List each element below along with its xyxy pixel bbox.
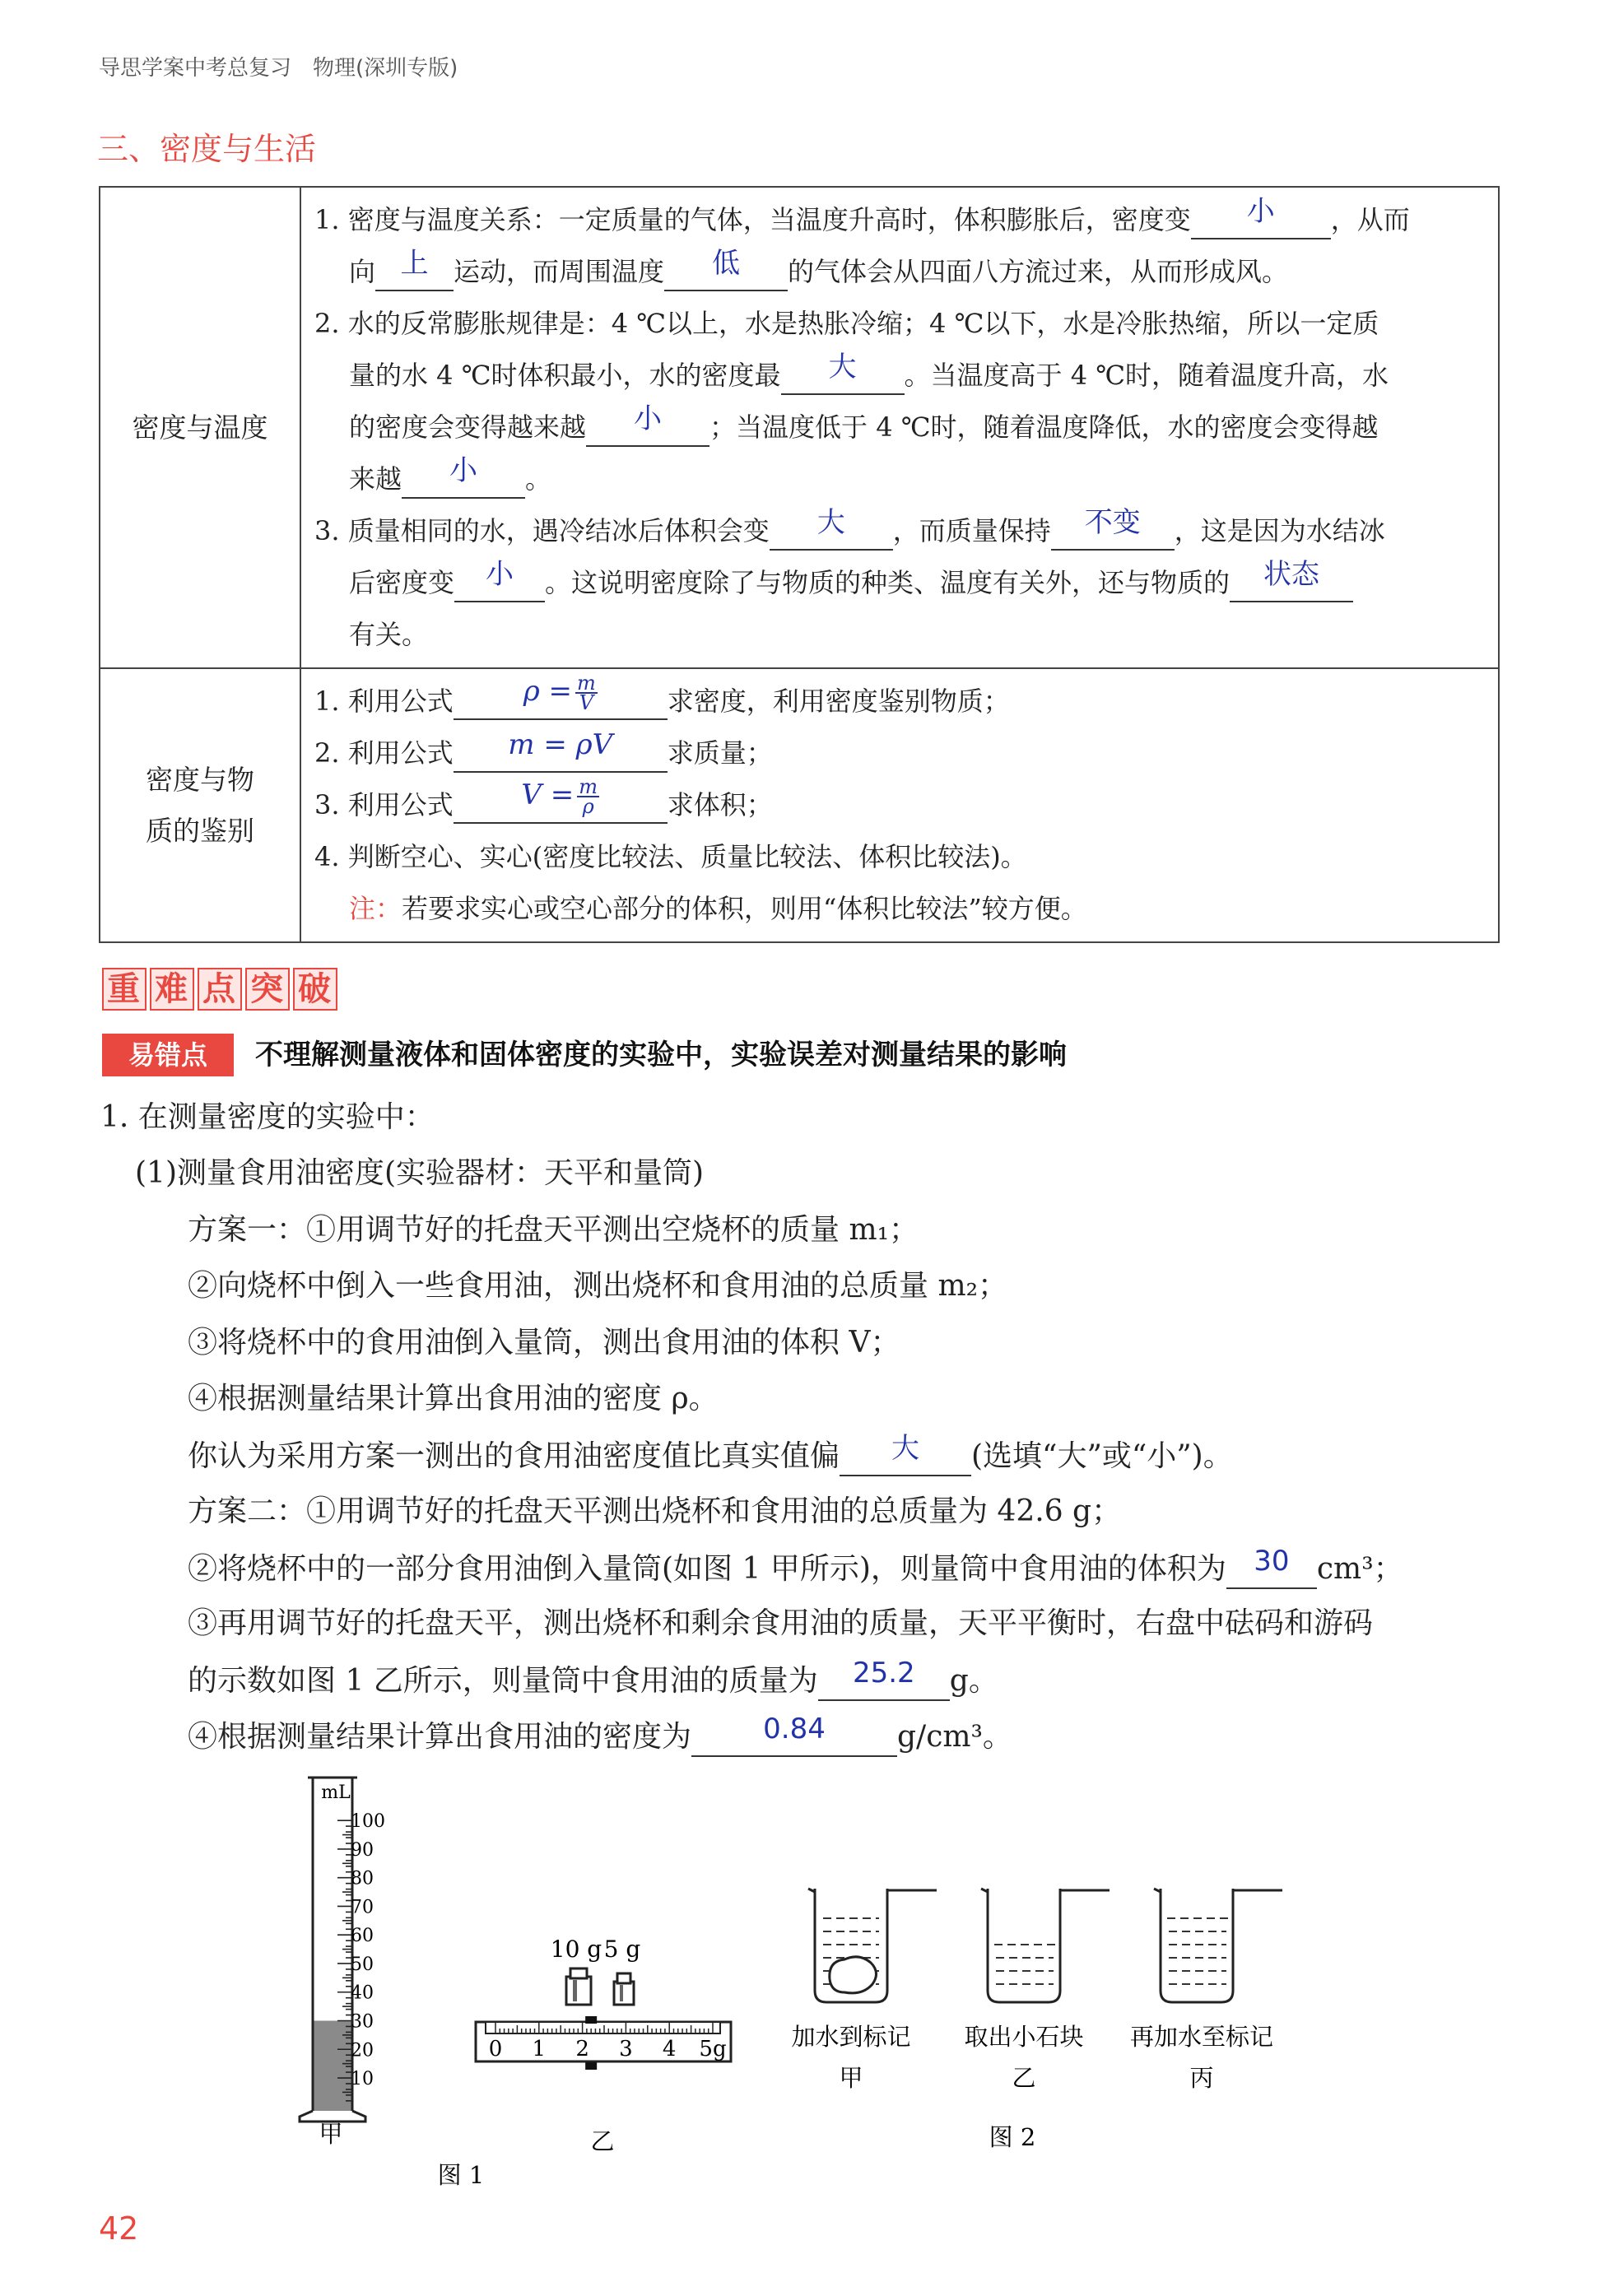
plan2-step2 (188, 1545, 1403, 1589)
label-line: 质的鉴别 (146, 814, 254, 847)
weight-label: 5 g (603, 1936, 641, 1963)
answer-blank (454, 558, 545, 602)
graduated-cylinder (300, 1778, 385, 2122)
text-line (314, 194, 1486, 246)
text: 1. 密度与温度关系：一定质量的气体，当温度升高时，体积膨胀后，密度变 (314, 204, 1191, 235)
text: 求质量； (667, 737, 773, 769)
formula-mass: m = ρV (508, 728, 613, 761)
formula-blank (454, 728, 668, 773)
text: g。 (949, 1664, 998, 1698)
text-line: 4. 判断空心、实心(密度比较法、质量比较法、体积比较法)。 (314, 841, 1027, 872)
answer-blank (1226, 1545, 1317, 1589)
answer: 小 (634, 402, 663, 435)
water (1167, 1918, 1228, 1984)
knowledge-table (99, 186, 1500, 943)
step-sub: 乙 (1012, 2064, 1036, 2092)
figure-1 (296, 1761, 757, 2189)
text-line (314, 727, 1486, 779)
answer: 大 (828, 351, 857, 383)
weight-shade (620, 1985, 623, 2001)
plan1-step3: ③将烧杯中的食用油倒入量筒，测出食用油的体积 V； (188, 1326, 900, 1359)
stone (830, 1957, 877, 1993)
text-line (314, 505, 1486, 557)
answer-blank (1191, 195, 1331, 239)
weight-10g (566, 1977, 591, 2005)
cylinder-tick-label: 100 (351, 1811, 385, 1833)
cylinder-tick-label: 50 (351, 1954, 374, 1975)
answer-blank (691, 1713, 897, 1757)
answer-blank (1230, 558, 1353, 602)
heading-char: 难 (150, 968, 194, 1011)
weight-5g (614, 1982, 634, 2005)
text-line (314, 246, 1486, 298)
denominator: V (579, 691, 594, 714)
text-line (314, 453, 1486, 505)
note-label: 注： (349, 893, 402, 924)
cylinder-tick-label: 70 (351, 1897, 374, 1918)
formula-blank (454, 775, 668, 824)
plan2-step4 (188, 1713, 1012, 1757)
figure-1-caption: 图 1 (437, 2161, 485, 2189)
answer: 30 (1254, 1545, 1290, 1578)
label-line: 密度与物 (146, 763, 254, 796)
answer: 大 (891, 1432, 920, 1465)
text-line (314, 672, 1486, 727)
page-number: 42 (99, 2210, 139, 2247)
text-line: 有关。 (349, 619, 429, 650)
text-line: 2. 水的反常膨胀规律是：4 ℃以上，水是热胀冷缩；4 ℃以下，水是冷胀热缩，所以一定质 (314, 308, 1379, 339)
beam-scale (476, 2016, 731, 2070)
rider (585, 2062, 597, 2070)
answer-blank (375, 247, 454, 291)
formula-text: V = (521, 779, 575, 811)
text: 2. 利用公式 (314, 737, 454, 769)
scale-label: 3 (619, 2037, 633, 2061)
weight-5g-top (617, 1973, 630, 1983)
step-sub: 甲 (839, 2064, 863, 2092)
numerator: m (576, 672, 596, 695)
answer: 小 (486, 558, 514, 591)
beaker-mark (808, 1889, 937, 1892)
plan1-step2: ②向烧杯中倒入一些食用油，测出烧杯和食用油的总质量 m₂； (188, 1269, 1008, 1303)
plan1-step1: 方案一：①用调节好的托盘天平测出空烧杯的质量 m₁； (188, 1213, 919, 1247)
text: 的示数如图 1 乙所示，则量筒中食用油的质量为 (188, 1664, 818, 1698)
running-header (99, 51, 479, 81)
text: ；当温度低于 4 ℃时，随着温度降低，水的密度会变得越 (709, 411, 1379, 443)
plan2-step3-cont (188, 1657, 998, 1701)
text: ，从而 (1330, 204, 1410, 235)
part-1-title: (1)测量食用油密度(实验器材：天平和量筒) (135, 1156, 705, 1190)
cylinder-tick-label: 40 (351, 1982, 374, 2004)
question-1: 1. 在测量密度的实验中： (100, 1100, 435, 1134)
text: 运动，而周围温度 (454, 256, 665, 287)
step-label: 取出小石块 (964, 2023, 1084, 2051)
text: 。 (525, 463, 552, 495)
text-line (314, 775, 1486, 831)
answer-blank (781, 351, 905, 395)
fraction (575, 674, 598, 712)
cylinder-tick-label: 80 (351, 1868, 374, 1889)
answer: 不变 (1084, 506, 1141, 539)
answer-blank (664, 247, 788, 291)
mistake-tag: 易错点 (102, 1034, 234, 1076)
scale-label: 1 (532, 2037, 547, 2061)
answer: 大 (816, 506, 845, 539)
text: 。这说明密度除了与物质的种类、温度有关外，还与物质的 (545, 567, 1230, 598)
text: 的密度会变得越来越 (349, 411, 587, 443)
plan2-step3: ③再用调节好的托盘天平，测出烧杯和剩余食用油的质量，天平平衡时，右盘中砝码和游码 (188, 1606, 1374, 1640)
heading-char: 突 (245, 968, 290, 1011)
beaker-mark (981, 1889, 1110, 1892)
text: 3. 利用公式 (314, 789, 454, 820)
answer: 0.84 (763, 1713, 826, 1745)
text: 求体积； (667, 789, 773, 820)
note-text: 若要求实心或空心部分的体积，则用“体积比较法”较方便。 (402, 893, 1087, 924)
text: 向 (349, 256, 376, 287)
answer: 小 (1246, 195, 1275, 228)
book-title: 导思学案中考总复习 (99, 56, 292, 81)
numerator: m (579, 775, 598, 798)
beaker-mark (1154, 1889, 1282, 1892)
weight-label: 10 g (550, 1936, 602, 1963)
plan1-step4: ④根据测量结果计算出食用油的密度 ρ。 (188, 1382, 719, 1415)
answer: 上 (400, 247, 429, 280)
text: 求密度，利用密度鉴别物质； (667, 686, 1010, 717)
subject-title: 物理(深圳专版) (313, 56, 458, 81)
cylinder-tick-label: 20 (351, 2040, 374, 2061)
scale-label: 5g (699, 2037, 727, 2061)
mistake-title: 不理解测量液体和固体密度的实验中，实验误差对测量结果的影响 (255, 1039, 1067, 1071)
plan1-question (188, 1432, 1233, 1476)
beaker-c (1154, 1889, 1282, 2002)
text-line (314, 350, 1486, 402)
answer-blank (840, 1432, 971, 1476)
formula-blank (454, 672, 668, 720)
note-line (314, 883, 1486, 935)
text: 你认为采用方案一测出的食用油密度值比真实值偏 (188, 1439, 840, 1473)
answer: 25.2 (852, 1657, 915, 1689)
scale-label: 0 (488, 2037, 503, 2061)
beaker-a (808, 1889, 937, 2002)
text-line (314, 557, 1486, 609)
heading-char: 重 (102, 968, 147, 1011)
beaker-b (981, 1889, 1110, 2002)
row-label-density-temperature: 密度与温度 (100, 187, 300, 668)
text: (选填“大”或“小”)。 (971, 1439, 1233, 1473)
scale-label: 2 (575, 2037, 589, 2061)
heading-char: 点 (198, 968, 242, 1011)
answer-blank (818, 1657, 950, 1701)
text: ②将烧杯中的一部分食用油倒入量筒(如图 1 甲所示)，则量筒中食用油的体积为 (188, 1552, 1226, 1586)
figure-1a-label: 甲 (319, 2120, 343, 2148)
text: 的气体会从四面八方流过来，从而形成风。 (788, 256, 1289, 287)
row-label-density-identification (100, 668, 300, 942)
scale-strip (486, 2022, 720, 2033)
text-line (314, 402, 1486, 453)
step-label: 加水到标记 (791, 2023, 911, 2051)
figure-2-caption: 图 2 (989, 2123, 1036, 2151)
water (994, 1945, 1055, 1984)
text: ，这是因为水结冰 (1174, 515, 1385, 546)
text: 。当温度高于 4 ℃时，随着温度升高，水 (904, 360, 1389, 391)
cylinder-tick-label: 10 (351, 2069, 374, 2090)
plan2-step1: 方案二：①用调节好的托盘天平测出烧杯和食用油的总质量为 42.6 g； (188, 1494, 1122, 1528)
text: 1. 利用公式 (314, 686, 454, 717)
answer: 小 (449, 454, 478, 487)
oil-fill (313, 2021, 352, 2112)
text: 来越 (349, 463, 402, 495)
cylinder-tick-label: 30 (351, 2011, 374, 2033)
answer-blank (586, 402, 709, 447)
cylinder-tick-label: 90 (351, 1839, 374, 1861)
weight-10g-top (570, 1968, 587, 1978)
table-row-density-identification (100, 668, 1499, 942)
formula-density (523, 672, 598, 714)
row-content-density-temperature (300, 187, 1499, 668)
text: 量的水 4 ℃时体积最小，水的密度最 (349, 360, 781, 391)
text: ④根据测量结果计算出食用油的密度为 (188, 1720, 692, 1754)
cylinder-tick-label: 60 (351, 1926, 374, 1947)
text: g/cm³。 (897, 1720, 1012, 1754)
text: 后密度变 (349, 567, 455, 598)
denominator: ρ (582, 795, 594, 818)
answer-blank (402, 454, 525, 499)
heading-char: 破 (293, 968, 337, 1011)
step-label: 再加水至标记 (1129, 2023, 1274, 2051)
answer: 状态 (1263, 558, 1320, 591)
weights (551, 1936, 641, 2005)
answer-blank (1051, 506, 1175, 551)
text: 3. 质量相同的水，遇冷结冰后体积会变 (314, 515, 770, 546)
table-row-density-temperature (100, 187, 1499, 668)
formula-volume (521, 775, 599, 818)
answer: 低 (712, 247, 741, 280)
figure-1b-label: 乙 (590, 2127, 615, 2155)
figure-2 (790, 1880, 1358, 2168)
unit-label: mL (321, 1782, 351, 1803)
scale-label: 4 (662, 2037, 677, 2061)
text: cm³； (1316, 1552, 1403, 1586)
fraction (577, 775, 599, 818)
text: ，而质量保持 (892, 515, 1051, 546)
rider (585, 2016, 597, 2024)
row-content-density-identification (300, 668, 1499, 942)
breakthrough-heading (102, 968, 341, 1011)
step-sub: 丙 (1189, 2064, 1214, 2092)
section-title: 三、密度与生活 (97, 131, 317, 167)
answer-blank (770, 506, 893, 551)
weight-shade (573, 1980, 577, 2001)
formula-text: ρ = (523, 675, 572, 708)
